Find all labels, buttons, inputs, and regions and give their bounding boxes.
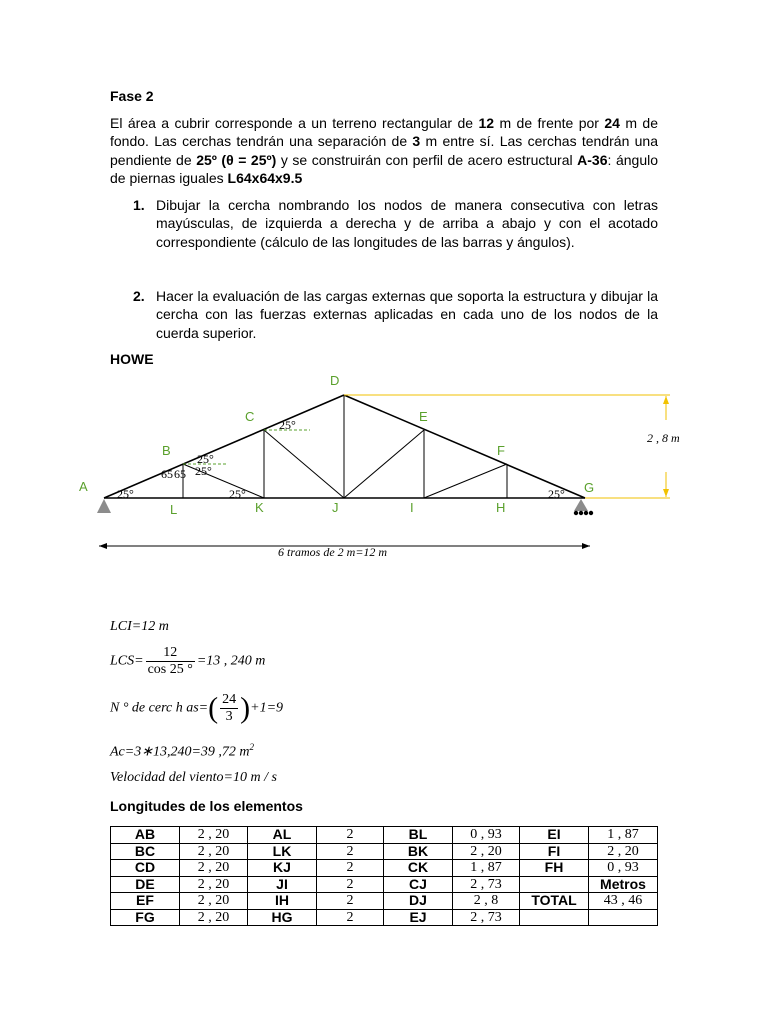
angle-label-b2: 65 xyxy=(161,467,173,481)
node-label-l: L xyxy=(170,502,178,517)
node-label-e: E xyxy=(419,409,428,424)
roller-support-g xyxy=(574,499,588,511)
member-name-cell: TOTAL xyxy=(520,893,589,910)
calc-lci: LCI=12 m xyxy=(110,619,169,634)
member-cj xyxy=(264,430,344,498)
member-length-cell: 1 , 87 xyxy=(589,827,658,844)
roller-wheel xyxy=(574,511,578,515)
member-length-cell: 2 , 20 xyxy=(453,843,520,860)
member-name-cell: EI xyxy=(520,827,589,844)
table-row xyxy=(111,827,658,844)
node-label-f: F xyxy=(497,443,505,458)
calc-area: Ac=3∗13,240=39 ,72 $m^2$ xyxy=(110,742,255,760)
pin-support-a xyxy=(97,499,111,513)
angle-label-a: 25° xyxy=(117,487,134,501)
member-name-cell: BL xyxy=(384,827,453,844)
member-name-cell: FG xyxy=(111,909,180,926)
member-name-cell: BK xyxy=(384,843,453,860)
roller-wheel xyxy=(584,511,588,515)
angle-label-b3: 65 xyxy=(174,467,186,481)
member-length-cell: 2 , 20 xyxy=(180,909,248,926)
member-name-cell: DE xyxy=(111,876,180,893)
roller-wheel xyxy=(589,511,593,515)
node-label-k: K xyxy=(255,500,264,515)
roller-wheel xyxy=(579,511,583,515)
angle-label-k: 25° xyxy=(229,487,246,501)
top-chord-right xyxy=(344,395,585,498)
nc-denominator: 3 xyxy=(225,709,233,724)
table-row xyxy=(111,909,658,926)
member-name-cell xyxy=(520,909,589,926)
calc-lcs: LCS= $\frac{12}{\cos 25 ^\circ}$ =13 , 240 m xyxy=(110,645,266,677)
table-row xyxy=(111,843,658,860)
member-name-cell: CJ xyxy=(384,876,453,893)
member-length-cell: 2 , 20 xyxy=(180,893,248,910)
lengths-title: Longitudes de los elementos xyxy=(110,798,303,814)
node-label-h: H xyxy=(496,500,506,515)
calc-num-trusses: N ° de cerc h as=( $\frac{24}{3}$ )+1=9 xyxy=(110,691,284,725)
member-name-cell: HG xyxy=(248,909,317,926)
node-label-c: C xyxy=(245,409,255,424)
member-length-cell: 2 , 8 xyxy=(453,893,520,910)
member-length-cell: 2 , 20 xyxy=(589,843,658,860)
member-length-cell: 2 , 20 xyxy=(180,876,248,893)
nc-numerator: 24 xyxy=(222,692,237,707)
member-length-cell: 2 , 20 xyxy=(180,827,248,844)
member-name-cell: CK xyxy=(384,860,453,877)
phase-title: Fase 2 xyxy=(110,88,154,104)
top-chord-left xyxy=(104,395,344,498)
lengths-table xyxy=(110,826,658,926)
member-name-cell: CD xyxy=(111,860,180,877)
node-label-a: A xyxy=(79,479,88,494)
intro-paragraph: El área a cubrir corresponde a un terreno rectangular de 12 m de frente por 24 m de fondo. Las cerchas tendrán una separación de 3 m entre sí. Las cerchas tendrán una pendiente de 25º (θ = 25º) y se construirán con perfil de acero estructural A-36: ángulo de piernas iguales L64x64x9.5 xyxy=(110,115,658,186)
member-name-cell xyxy=(520,876,589,893)
member-name-cell: EJ xyxy=(384,909,453,926)
member-name-cell: DJ xyxy=(384,893,453,910)
node-label-j: J xyxy=(332,500,339,515)
span-label: 6 tramos de 2 m=12 m xyxy=(278,545,388,559)
member-length-cell: 0 , 93 xyxy=(453,827,520,844)
member-name-cell: AB xyxy=(111,827,180,844)
table-row xyxy=(111,860,658,877)
node-label-g: G xyxy=(584,480,595,495)
item-1-text: Dibujar la cercha nombrando los nodos de manera consecutiva con letras mayúsculas, de izquierda a derecha y de arriba a abajo y con el acotado correspondiente (cálculo de las longitudes de las barras y ángulos). xyxy=(156,197,658,250)
member-length-cell: 43 , 46 xyxy=(589,893,658,910)
member-length-cell: 0 , 93 xyxy=(589,860,658,877)
item-2-text: Hacer la evaluación de las cargas externas que soporta la estructura y dibujar la cercha con las fuerzas externas aplicadas en cada uno de los nodos de la cuerda superior. xyxy=(156,288,658,341)
member-name-cell: AL xyxy=(248,827,317,844)
howe-truss-diagram xyxy=(0,368,768,568)
member-length-cell: 2 , 73 xyxy=(453,909,520,926)
member-name-cell: KJ xyxy=(248,860,317,877)
node-label-i: I xyxy=(410,500,414,515)
angle-label-c: 25° xyxy=(279,418,296,432)
angle-label-g: 25° xyxy=(548,487,565,501)
angle-label-b4: 25° xyxy=(195,464,212,478)
member-name-cell: FI xyxy=(520,843,589,860)
member-length-cell xyxy=(589,909,658,926)
member-length-cell: 1 , 87 xyxy=(453,860,520,877)
angle-label-b1: 25° xyxy=(197,452,214,466)
calc-wind: Velocidad del viento=10 m / s xyxy=(110,770,277,785)
member-length-cell: 2 xyxy=(317,843,384,860)
table-row xyxy=(111,893,658,910)
member-length-cell: 2 xyxy=(317,827,384,844)
lcs-denominator: cos 25 ° xyxy=(147,662,193,677)
member-name-cell: IH xyxy=(248,893,317,910)
table-row xyxy=(111,876,658,893)
member-length-cell: 2 , 73 xyxy=(453,876,520,893)
member-length-cell: 2 , 20 xyxy=(180,843,248,860)
item-1-number: 1. xyxy=(133,197,145,213)
member-name-cell: EF xyxy=(111,893,180,910)
truss-title: HOWE xyxy=(110,351,154,367)
member-length-cell: 2 , 20 xyxy=(180,860,248,877)
member-name-cell: LK xyxy=(248,843,317,860)
member-name-cell: FH xyxy=(520,860,589,877)
member-length-cell: 2 xyxy=(317,876,384,893)
node-label-d: D xyxy=(330,373,340,388)
node-label-b: B xyxy=(162,443,171,458)
item-2-number: 2. xyxy=(133,288,145,304)
member-length-cell: 2 xyxy=(317,909,384,926)
member-ej xyxy=(344,430,424,498)
member-name-cell: JI xyxy=(248,876,317,893)
height-label: 2 , 8 m xyxy=(647,431,680,445)
member-fi xyxy=(424,464,507,498)
member-name-cell: BC xyxy=(111,843,180,860)
member-length-cell: 2 xyxy=(317,860,384,877)
member-length-cell: 2 xyxy=(317,893,384,910)
units-cell: Metros xyxy=(589,876,658,893)
lcs-numerator: 12 xyxy=(146,645,195,662)
